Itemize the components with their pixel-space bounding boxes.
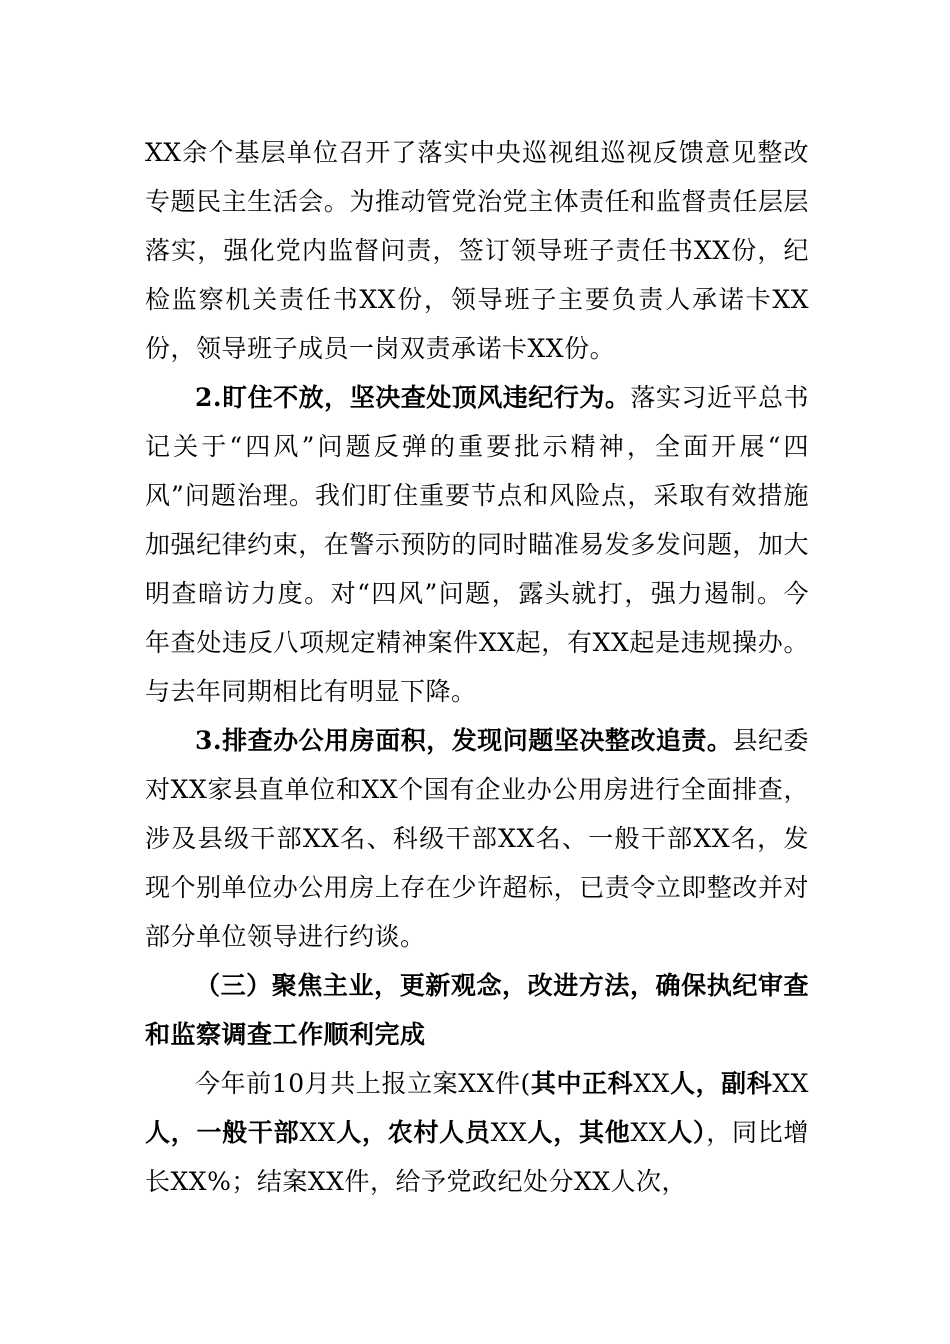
paragraph-5-part-10: 人） [667, 1118, 707, 1147]
paragraph-5-part-0: 其中正科 [530, 1069, 634, 1098]
paragraph-5-part-6: 人，农村人员 [336, 1118, 491, 1147]
paragraph-5-part-5: XX [299, 1118, 337, 1147]
paragraph-1-text: XX余个基层单位召开了落实中央巡视组巡视反馈意见整改专题民主生活会。为推动管党治党主体责任和监督责任层层落实，强化党内监督问责，签订领导班子责任书XX份，纪检监察机关责任书XX份，领导班子主要负责人承诺卡XX份，领导班子成员一岗双责承诺卡XX份。 [145, 138, 809, 363]
paragraph-5-tail: ，同比增长XX%；结案XX件，给予党政纪处分XX人次， [145, 1118, 809, 1196]
paragraph-2-heading: 2.盯住不放，坚决查处顶风违纪行为。 [195, 383, 631, 412]
paragraph-5-part-1: XX [633, 1069, 670, 1098]
paragraph-2 [145, 373, 809, 716]
paragraph-1 [145, 128, 809, 373]
paragraph-5-part-9: XX [630, 1118, 668, 1147]
paragraph-5-lead: 今年前10月共上报立案XX件( [195, 1069, 531, 1098]
paragraph-5-part-2: 人，副科 [669, 1069, 773, 1098]
paragraph-5-part-4: 人，一般干部 [145, 1118, 300, 1147]
paragraph-3-heading: 3.排查办公用房面积，发现问题坚决整改追责。 [195, 726, 733, 755]
paragraph-3-text: 县纪委对XX家县直单位和XX个国有企业办公用房进行全面排查，涉及县级干部XX名、科级干部XX名、一般干部XX名，发现个别单位办公用房上存在少许超标，已责令立即整改并对部分单位领导进行约谈。 [145, 726, 809, 951]
paragraph-5-part-3: XX [772, 1069, 809, 1098]
paragraph-3 [145, 716, 809, 961]
paragraph-5-part-8: 人，其他 [527, 1118, 631, 1147]
paragraph-5 [145, 1059, 809, 1206]
paragraph-2-text: 落实习近平总书记关于“四风”问题反弹的重要批示精神，全面开展“四风”问题治理。我们盯住重要节点和风险点，采取有效措施加强纪律约束，在警示预防的同时瞄准易发多发问题，加大明查暗访力度。对“四风”问题，露头就打，强力遏制。今年查处违反八项规定精神案件XX起，有XX起是违规操办。与去年同期相比有明显下降。 [145, 383, 809, 706]
document-page [145, 128, 809, 1206]
section-title-text: （三）聚焦主业，更新观念，改进方法，确保执纪审查和监察调查工作顺利完成 [145, 971, 809, 1049]
section-title [145, 961, 809, 1059]
paragraph-5-part-7: XX [490, 1118, 528, 1147]
